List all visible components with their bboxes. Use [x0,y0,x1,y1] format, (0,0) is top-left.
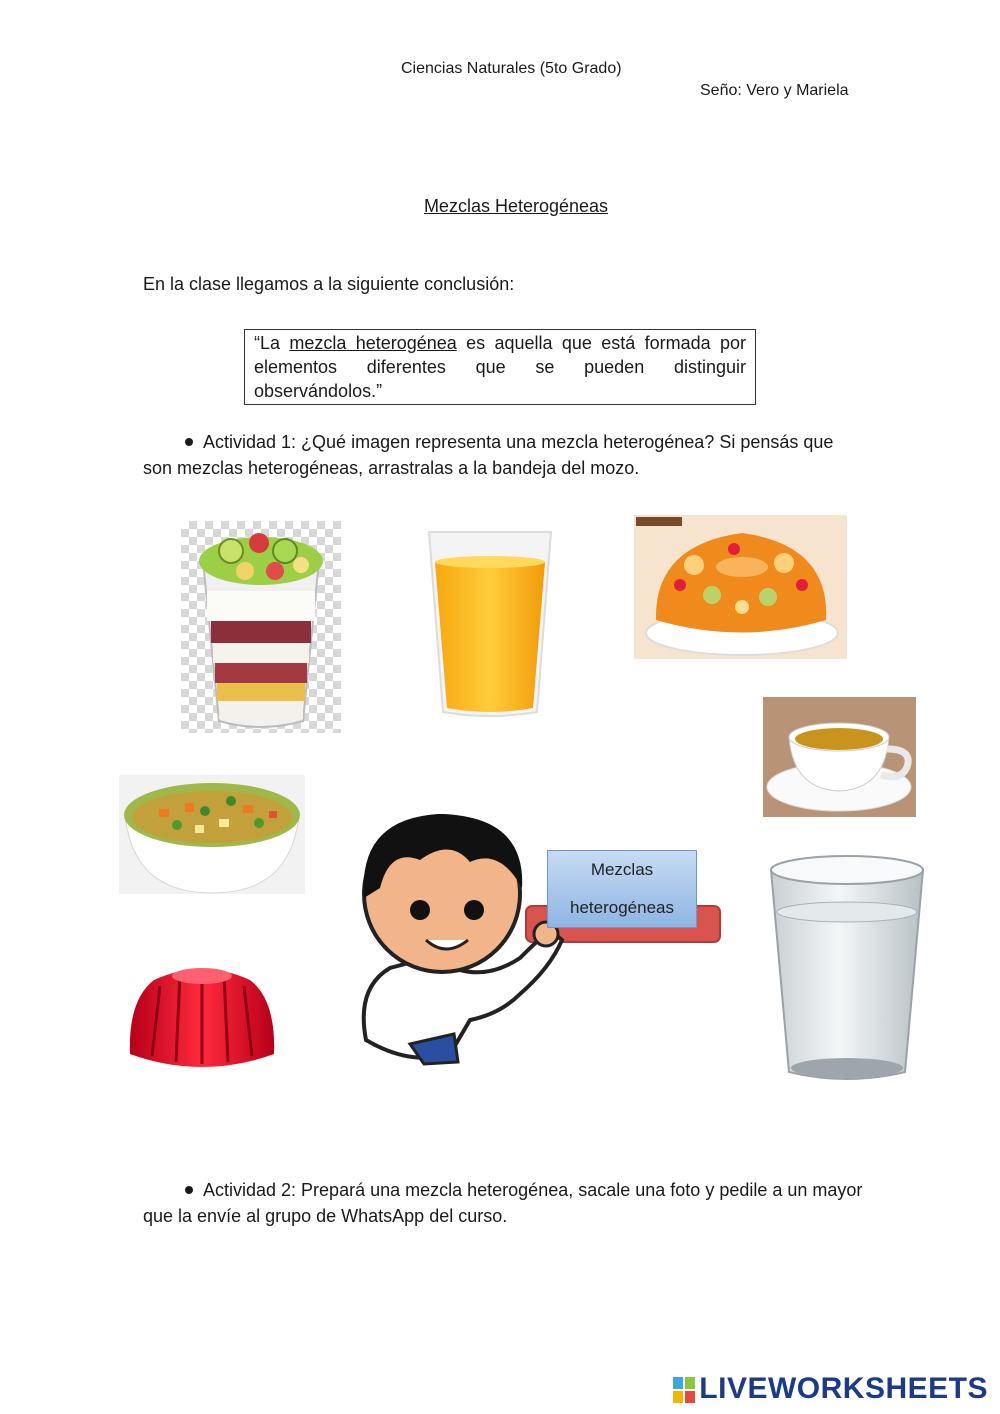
activity-2-text: Actividad 2: Prepará una mezcla heterogénea, sacale una foto y pedile a un mayor que la envíe al grupo de WhatsApp del curso. [143,1180,863,1226]
definition-box [244,329,756,405]
tray-label-line2: heterogéneas [570,898,674,917]
water-glass-icon [767,852,927,1086]
fruit-parfait-icon [181,521,341,733]
fruit-parfait-image[interactable] [181,521,341,733]
page-title: Mezclas Heterogéneas [423,196,609,216]
course-header: Ciencias Naturales (5to Grado) [401,60,622,77]
liveworksheets-logo [673,1372,988,1406]
intro-text: En la clase llegamos a la siguiente conclusión: [143,274,515,294]
fruit-gelatin-icon [634,515,847,659]
tea-cup-image[interactable] [763,697,916,817]
tea-cup-icon [763,697,916,817]
vegetable-soup-icon [119,775,305,894]
red-jelly-icon [124,960,280,1078]
waiter-kid-illustration [350,808,730,1070]
teacher-header: Seño: Vero y Mariela [700,82,849,99]
activity-1 [143,429,863,481]
fruit-gelatin-image[interactable] [634,515,847,659]
red-jelly-image[interactable] [124,960,280,1078]
watermark-text: LIVEWORKSHEETS [699,1372,988,1405]
tray-label-line1: Mezclas [590,860,654,879]
activity-2 [143,1177,863,1229]
tray-drop-zone[interactable] [547,850,697,928]
orange-juice-icon [425,526,555,718]
waiter-kid-icon [350,808,730,1070]
bullet-icon [185,1186,193,1194]
vegetable-soup-image[interactable] [119,775,305,894]
definition-rest: es aquella que está formada por elementos diferentes que se pueden distinguir observándolos.” [254,333,746,401]
activity-1-text: Actividad 1: ¿Qué imagen representa una mezcla heterogénea? Si pensás que son mezclas heterogéneas, arrastralas a la bandeja del mozo. [143,432,834,478]
liveworksheets-mark-icon [673,1377,695,1403]
water-glass-image[interactable] [767,852,927,1086]
definition-term: mezcla heterogénea [289,333,457,353]
bullet-icon [185,438,193,446]
definition-quote: “La [254,333,290,353]
orange-juice-image[interactable] [425,526,555,718]
